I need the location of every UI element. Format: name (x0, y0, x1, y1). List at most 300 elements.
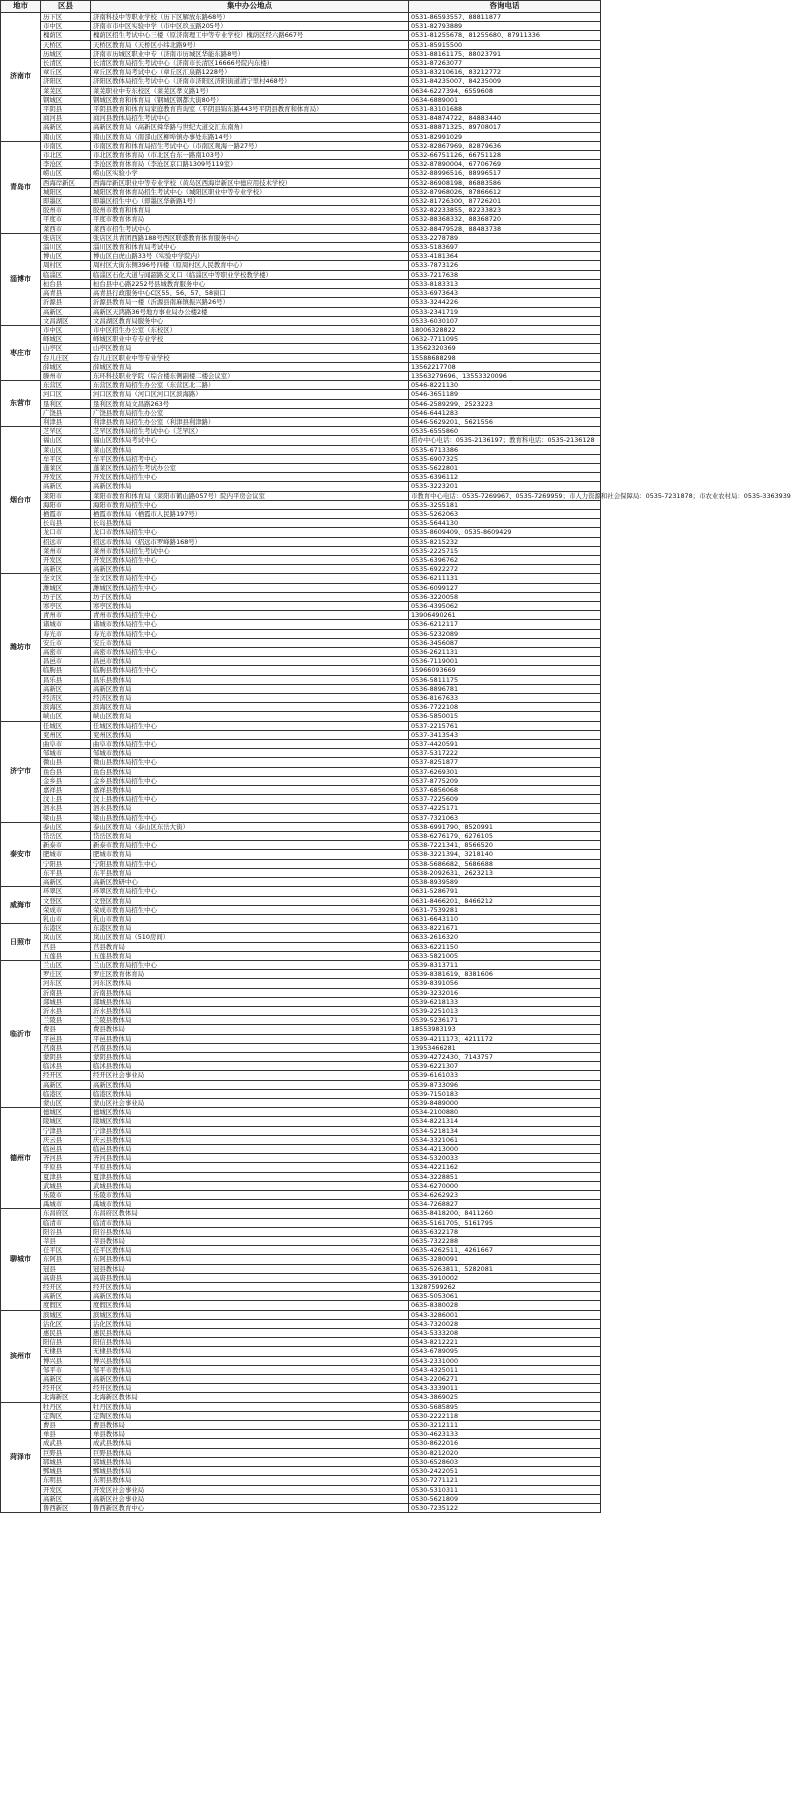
office-location-cell: 高密市教体局招生中心 (91, 648, 409, 657)
district-cell: 青州市 (41, 611, 91, 620)
table-row (1, 114, 601, 123)
office-location-cell: 诸城市教体局招生中心 (91, 620, 409, 629)
phone-cell: 0537-8775209 (409, 776, 601, 785)
office-location-cell: 开发区教体局招生中心 (91, 473, 409, 482)
phone-cell: 0538-6991790、8520991 (409, 822, 601, 831)
office-location-cell: 桓台县中心路2252号县城教育服务中心 (91, 279, 409, 288)
table-row (1, 463, 601, 472)
table-row (1, 123, 601, 132)
district-cell: 齐河县 (41, 1154, 91, 1163)
phone-cell: 0539-3232016 (409, 988, 601, 997)
table-row (1, 1430, 601, 1439)
office-location-cell: 高新区教体局 (91, 1292, 409, 1301)
district-cell: 微山县 (41, 758, 91, 767)
office-location-cell: 乐陵市教体局 (91, 1191, 409, 1200)
city-cell: 东营市 (1, 381, 41, 427)
phone-cell: 0534-5320033 (409, 1154, 601, 1163)
city-cell: 菏泽市 (1, 1402, 41, 1512)
table-row (1, 1439, 601, 1448)
district-cell: 周村区 (41, 261, 91, 270)
phone-cell: 0633-6221150 (409, 942, 601, 951)
table-row (1, 1237, 601, 1246)
phone-cell: 0546-3651189 (409, 390, 601, 399)
table-row (1, 528, 601, 537)
phone-cell: 13287599262 (409, 1283, 601, 1292)
table-row (1, 1356, 601, 1365)
table-row (1, 694, 601, 703)
district-cell: 市北区 (41, 151, 91, 160)
office-location-cell: 鱼台县教体局 (91, 767, 409, 776)
phone-cell: 0530-6528603 (409, 1457, 601, 1466)
district-cell: 西海岸新区 (41, 178, 91, 187)
office-location-cell: 莱西市招生考试中心 (91, 224, 409, 233)
district-cell: 泰山区 (41, 822, 91, 831)
district-cell: 李沧区 (41, 160, 91, 169)
table-row (1, 804, 601, 813)
table-row (1, 454, 601, 463)
office-location-cell: 龙口市教体局招生中心 (91, 528, 409, 537)
phone-cell: 0543-2206271 (409, 1375, 601, 1384)
district-cell: 郓城县 (41, 1457, 91, 1466)
table-row (1, 519, 601, 528)
table-row (1, 1200, 601, 1209)
table-row (1, 749, 601, 758)
district-cell: 崂山区 (41, 169, 91, 178)
table-row (1, 491, 601, 500)
district-cell: 栖霞市 (41, 509, 91, 518)
phone-cell: 0534-6270000 (409, 1181, 601, 1190)
office-location-cell: 平度市教育体育局 (91, 215, 409, 224)
phone-cell: 0537-7225609 (409, 795, 601, 804)
phone-cell: 0531-83210616、83212772 (409, 68, 601, 77)
district-cell: 临朐县 (41, 666, 91, 675)
phone-cell: 0534-8221314 (409, 1117, 601, 1126)
district-cell: 郯城县 (41, 997, 91, 1006)
table-row (1, 178, 601, 187)
table-row (1, 473, 601, 482)
district-cell: 东港区 (41, 924, 91, 933)
district-cell: 槐荫区 (41, 31, 91, 40)
district-cell: 高新区 (41, 123, 91, 132)
table-row (1, 1338, 601, 1347)
district-cell: 利津县 (41, 417, 91, 426)
office-location-cell: 博山区白虎山路33号（实验中学院内） (91, 252, 409, 261)
office-location-cell: 度假区教体局 (91, 1301, 409, 1310)
table-row (1, 427, 601, 436)
phone-cell: 0530-8212020 (409, 1448, 601, 1457)
office-location-cell: 嘉祥县教体局 (91, 786, 409, 795)
office-location-cell: 招远市教体局（招远市罗峰路168号） (91, 537, 409, 546)
district-cell: 即墨区 (41, 197, 91, 206)
office-location-cell: 市中区招生办公室（东校区） (91, 325, 409, 334)
phone-cell: 0543-5333208 (409, 1329, 601, 1338)
phone-cell: 0635-5053061 (409, 1292, 601, 1301)
table-row (1, 390, 601, 399)
office-location-cell: 惠民县教体局 (91, 1329, 409, 1338)
phone-cell: 招办中心电话：0535-2136197；教育科电话：0535-2136128 (409, 436, 601, 445)
office-location-cell: 山亭区教育局 (91, 344, 409, 353)
office-location-cell: 沾化区教体局 (91, 1319, 409, 1328)
district-cell: 淄川区 (41, 243, 91, 252)
table-row (1, 482, 601, 491)
phone-cell: 15966093669 (409, 666, 601, 675)
phone-cell: 0631-7539281 (409, 905, 601, 914)
office-location-cell: 蒙山区社会事业局 (91, 1098, 409, 1107)
office-location-cell: 即墨区招生中心（即墨区华新路1号） (91, 197, 409, 206)
table-row (1, 187, 601, 196)
phone-cell: 0543-6789095 (409, 1347, 601, 1356)
district-cell: 济阳区 (41, 77, 91, 86)
table-row (1, 13, 601, 22)
table-row (1, 565, 601, 574)
table-row (1, 307, 601, 316)
district-cell: 乳山市 (41, 914, 91, 923)
phone-cell: 0539-5236171 (409, 1016, 601, 1025)
table-row (1, 684, 601, 693)
office-location-cell: 齐河县教体局 (91, 1154, 409, 1163)
header-office-location: 集中办公地点 (91, 1, 409, 13)
district-cell: 蓬莱区 (41, 463, 91, 472)
office-location-cell: 经开区教体局 (91, 1283, 409, 1292)
city-cell: 烟台市 (1, 427, 41, 574)
phone-cell: 0536-4395062 (409, 602, 601, 611)
table-row (1, 758, 601, 767)
phone-cell: 0635-5263811、5282081 (409, 1264, 601, 1273)
table-row (1, 730, 601, 739)
district-cell: 临淄区 (41, 270, 91, 279)
table-row (1, 841, 601, 850)
district-cell: 坊子区 (41, 592, 91, 601)
phone-cell: 13562320369 (409, 344, 601, 353)
office-location-cell: 广饶县教育局招生办公室 (91, 408, 409, 417)
office-location-cell: 张店区共青团西路188号西区联盛教育体育服务中心 (91, 233, 409, 242)
table-row (1, 878, 601, 887)
phone-cell: 0538-2092631、2623213 (409, 868, 601, 877)
phone-cell: 0635-3910002 (409, 1273, 601, 1282)
district-cell: 招远市 (41, 537, 91, 546)
table-row (1, 1062, 601, 1071)
office-location-cell: 寿光市教体局招生中心 (91, 629, 409, 638)
office-location-cell: 高新区教体局 (91, 565, 409, 574)
table-row (1, 1503, 601, 1512)
district-cell: 台儿庄区 (41, 353, 91, 362)
table-row (1, 1034, 601, 1043)
table-row (1, 436, 601, 445)
office-location-cell: 莱阳市教育和体育局（莱阳市鹤山路057号）院内平房会议室 (91, 491, 409, 500)
office-location-cell: 平原县教体局 (91, 1163, 409, 1172)
district-cell: 惠民县 (41, 1329, 91, 1338)
district-cell: 莘县 (41, 1237, 91, 1246)
office-location-cell: 经济区教育局 (91, 694, 409, 703)
office-location-cell: 无棣县教体局 (91, 1347, 409, 1356)
office-location-cell: 肥城市教育局 (91, 850, 409, 859)
office-location-cell: 崂山区实验小学 (91, 169, 409, 178)
district-cell: 东平县 (41, 868, 91, 877)
phone-cell: 0634-6889001 (409, 95, 601, 104)
office-location-cell: 李沧区教育体育局（李沧区京口路1309号119室） (91, 160, 409, 169)
phone-cell: 0535-6396762 (409, 555, 601, 564)
table-row (1, 1421, 601, 1430)
phone-cell: 0534-5218134 (409, 1126, 601, 1135)
district-cell: 龙口市 (41, 528, 91, 537)
district-cell: 潍城区 (41, 583, 91, 592)
office-location-cell: 天桥区教育局（天桥区小纬北路9号） (91, 40, 409, 49)
office-location-cell: 东平县教育局 (91, 868, 409, 877)
table-row (1, 1476, 601, 1485)
office-location-cell: 莒县教育局 (91, 942, 409, 951)
office-location-cell: 成武县教体局 (91, 1439, 409, 1448)
phone-cell: 0634-6227394、6559608 (409, 86, 601, 95)
office-location-cell: 高新区社会事业局 (91, 1494, 409, 1503)
table-row (1, 583, 601, 592)
office-location-cell: 临淄区石化大道与闻韶路交叉口（临淄区中等职业学校教学楼） (91, 270, 409, 279)
district-cell: 长岛县 (41, 519, 91, 528)
office-location-cell: 东环科技职业学院（综合楼东侧副楼二楼会议室） (91, 371, 409, 380)
phone-cell: 0543-3286001 (409, 1310, 601, 1319)
phone-cell: 0537-6856068 (409, 786, 601, 795)
phone-cell: 0536-6099127 (409, 583, 601, 592)
district-cell: 安丘市 (41, 638, 91, 647)
phone-cell: 0530-5685895 (409, 1402, 601, 1411)
phone-cell: 0535-6922272 (409, 565, 601, 574)
district-cell: 汶上县 (41, 795, 91, 804)
district-cell: 高新区 (41, 1292, 91, 1301)
office-location-cell: 海阳市教育局招生中心 (91, 500, 409, 509)
phone-cell: 0539-8733096 (409, 1080, 601, 1089)
table-row (1, 960, 601, 969)
office-location-cell: 阳信县教体局 (91, 1338, 409, 1347)
district-cell: 高新区 (41, 1375, 91, 1384)
district-cell: 芝罘区 (41, 427, 91, 436)
district-cell: 高新区 (41, 565, 91, 574)
phone-cell: 0535-3255181 (409, 500, 601, 509)
table-row (1, 1448, 601, 1457)
phone-cell: 0532-86908198、86883586 (409, 178, 601, 187)
phone-cell: 0631-5286791 (409, 887, 601, 896)
district-cell: 山亭区 (41, 344, 91, 353)
district-cell: 临邑县 (41, 1144, 91, 1153)
office-location-cell: 福山区教体局考试中心 (91, 436, 409, 445)
district-cell: 经济区 (41, 694, 91, 703)
table-row (1, 1117, 601, 1126)
city-cell: 淄博市 (1, 233, 41, 325)
district-cell: 广饶县 (41, 408, 91, 417)
district-cell: 长清区 (41, 59, 91, 68)
district-cell: 嘉祥县 (41, 786, 91, 795)
district-cell: 巨野县 (41, 1448, 91, 1457)
office-location-cell: 利津县教育局招生办公室（利津县利津路） (91, 417, 409, 426)
city-cell: 威海市 (1, 887, 41, 924)
office-location-cell: 莱芜职业中专东校区（莱芜区孝义路1号） (91, 86, 409, 95)
table-row (1, 233, 601, 242)
table-row (1, 988, 601, 997)
table-row (1, 1098, 601, 1107)
phone-cell: 0533-4181364 (409, 252, 601, 261)
header-district: 区县 (41, 1, 91, 13)
office-location-cell: 莱州市教体局招生考试中心 (91, 546, 409, 555)
district-cell: 经开区 (41, 1283, 91, 1292)
phone-cell: 0530-4623133 (409, 1430, 601, 1439)
phone-cell: 0534-3321061 (409, 1135, 601, 1144)
city-cell: 枣庄市 (1, 325, 41, 380)
table-row (1, 1172, 601, 1181)
phone-cell: 0543-2331000 (409, 1356, 601, 1365)
table-row (1, 509, 601, 518)
district-cell: 临港区 (41, 1089, 91, 1098)
office-location-cell: 槐荫区招生考试中心三楼（原济南理工中等专业学校）槐荫区经六路667号 (91, 31, 409, 40)
phone-cell: 0635-7322288 (409, 1237, 601, 1246)
table-row (1, 362, 601, 371)
office-location-cell: 禹城市教体局 (91, 1200, 409, 1209)
table-row (1, 1402, 601, 1411)
district-cell: 莱州市 (41, 546, 91, 555)
office-location-cell: 临沭县教体局 (91, 1062, 409, 1071)
table-row (1, 49, 601, 58)
office-location-cell: 夏津县教体局 (91, 1172, 409, 1181)
phone-cell: 0543-3339011 (409, 1384, 601, 1393)
district-cell: 城阳区 (41, 187, 91, 196)
office-location-cell: 德城区教体局 (91, 1108, 409, 1117)
table-row (1, 1283, 601, 1292)
phone-cell: 0530-5621809 (409, 1494, 601, 1503)
table-row (1, 298, 601, 307)
phone-cell: 0534-4221162 (409, 1163, 601, 1172)
district-cell: 临沭县 (41, 1062, 91, 1071)
table-row (1, 795, 601, 804)
table-row (1, 767, 601, 776)
phone-cell: 0539-6221307 (409, 1062, 601, 1071)
district-cell: 阳信县 (41, 1338, 91, 1347)
district-cell: 海阳市 (41, 500, 91, 509)
table-row (1, 417, 601, 426)
district-cell: 罗庄区 (41, 970, 91, 979)
office-location-cell: 定陶区教体局 (91, 1411, 409, 1420)
office-location-cell: 开发区教体局招生中心 (91, 555, 409, 564)
table-row (1, 1292, 601, 1301)
office-location-cell: 新泰市教育局招生中心 (91, 841, 409, 850)
district-cell: 费县 (41, 1025, 91, 1034)
district-cell: 莱山区 (41, 445, 91, 454)
office-location-cell: 陵城区教体局 (91, 1117, 409, 1126)
phone-cell: 0543-4325011 (409, 1365, 601, 1374)
office-location-cell: 郓城县教体局 (91, 1457, 409, 1466)
district-cell: 博山区 (41, 252, 91, 261)
phone-cell: 13906490261 (409, 611, 601, 620)
table-row (1, 1154, 601, 1163)
office-location-cell: 奎文区教育局招生中心 (91, 574, 409, 583)
phone-cell: 0535-5622801 (409, 463, 601, 472)
table-row (1, 1273, 601, 1282)
table-row (1, 169, 601, 178)
district-cell: 峄城区 (41, 335, 91, 344)
header-phone: 咨询电话 (409, 1, 601, 13)
district-cell: 临清市 (41, 1218, 91, 1227)
district-cell: 高唐县 (41, 1273, 91, 1282)
table-row (1, 933, 601, 942)
city-cell: 滨州市 (1, 1310, 41, 1402)
table-row (1, 675, 601, 684)
header-city: 地市 (1, 1, 41, 13)
district-cell: 高新区 (41, 482, 91, 491)
office-location-cell: 市南区教育和体育局招生考试中心（市南区观海一路27号） (91, 141, 409, 150)
table-row (1, 1310, 601, 1319)
district-cell: 鲁西新区 (41, 1503, 91, 1512)
phone-cell: 0533-7873126 (409, 261, 601, 270)
office-location-cell: 费县教体局 (91, 1025, 409, 1034)
table-row (1, 68, 601, 77)
district-cell: 经开区 (41, 1384, 91, 1393)
table-row (1, 344, 601, 353)
table-row (1, 574, 601, 583)
office-location-cell: 平邑县教体局 (91, 1034, 409, 1043)
table-row (1, 1126, 601, 1135)
district-cell: 市中区 (41, 325, 91, 334)
table-row (1, 1301, 601, 1310)
district-cell: 冠县 (41, 1264, 91, 1273)
phone-cell: 0535-6396112 (409, 473, 601, 482)
table-row (1, 1264, 601, 1273)
office-location-cell: 淄川区教育和体育局考试中心 (91, 243, 409, 252)
table-row (1, 1071, 601, 1080)
office-location-cell: 芝罘区教体局招生考试中心（芝罘区） (91, 427, 409, 436)
office-location-cell: 胶州市教育和体育局 (91, 206, 409, 215)
district-cell: 鄄城县 (41, 1467, 91, 1476)
table-row (1, 335, 601, 344)
office-location-cell: 昌乐县教体局 (91, 675, 409, 684)
table-row (1, 40, 601, 49)
phone-cell: 0539-8381619、8381606 (409, 970, 601, 979)
office-location-cell: 高新区教育局（高新区舜华路与世纪大道交汇东南角） (91, 123, 409, 132)
district-cell: 莒南县 (41, 1043, 91, 1052)
office-location-cell: 高新区教体局 (91, 1375, 409, 1384)
district-cell: 天桥区 (41, 40, 91, 49)
phone-cell: 0539-8489000 (409, 1098, 601, 1107)
phone-cell: 0535-8609409、0535-8609429 (409, 528, 601, 537)
office-location-cell: 东阿县教体局 (91, 1255, 409, 1264)
table-row (1, 887, 601, 896)
district-cell: 蒙阴县 (41, 1052, 91, 1061)
phone-cell: 0633-8221671 (409, 924, 601, 933)
office-location-cell: 环翠区教育局招生中心 (91, 887, 409, 896)
phone-cell: 0535-6555860 (409, 427, 601, 436)
table-row (1, 1052, 601, 1061)
office-location-cell: 东明县教体局 (91, 1476, 409, 1485)
phone-cell: 0532-88368332、88368720 (409, 215, 601, 224)
table-row (1, 721, 601, 730)
district-cell: 茌平区 (41, 1246, 91, 1255)
district-cell: 市南区 (41, 141, 91, 150)
table-row (1, 86, 601, 95)
district-cell: 东昌府区 (41, 1209, 91, 1218)
phone-cell: 0539-4272430、7143757 (409, 1052, 601, 1061)
district-cell: 牟平区 (41, 454, 91, 463)
phone-cell: 0532-88996516、88996517 (409, 169, 601, 178)
phone-cell: 0532-82867969、82879636 (409, 141, 601, 150)
table-row (1, 1457, 601, 1466)
phone-cell: 0537-6269301 (409, 767, 601, 776)
table-row (1, 1108, 601, 1117)
phone-cell: 0531-85915500 (409, 40, 601, 49)
phone-cell: 0535-5644130 (409, 519, 601, 528)
district-cell: 张店区 (41, 233, 91, 242)
office-location-cell: 平阴县教育和体育局家庭教育咨询室（平阴县锦东路443号平阴县教育和体育局） (91, 105, 409, 114)
district-cell: 高新区 (41, 1494, 91, 1503)
city-cell: 德州市 (1, 1108, 41, 1209)
district-cell: 桓台县 (41, 279, 91, 288)
district-cell: 武城县 (41, 1181, 91, 1190)
office-location-cell: 安丘市教体局 (91, 638, 409, 647)
district-cell: 鱼台县 (41, 767, 91, 776)
